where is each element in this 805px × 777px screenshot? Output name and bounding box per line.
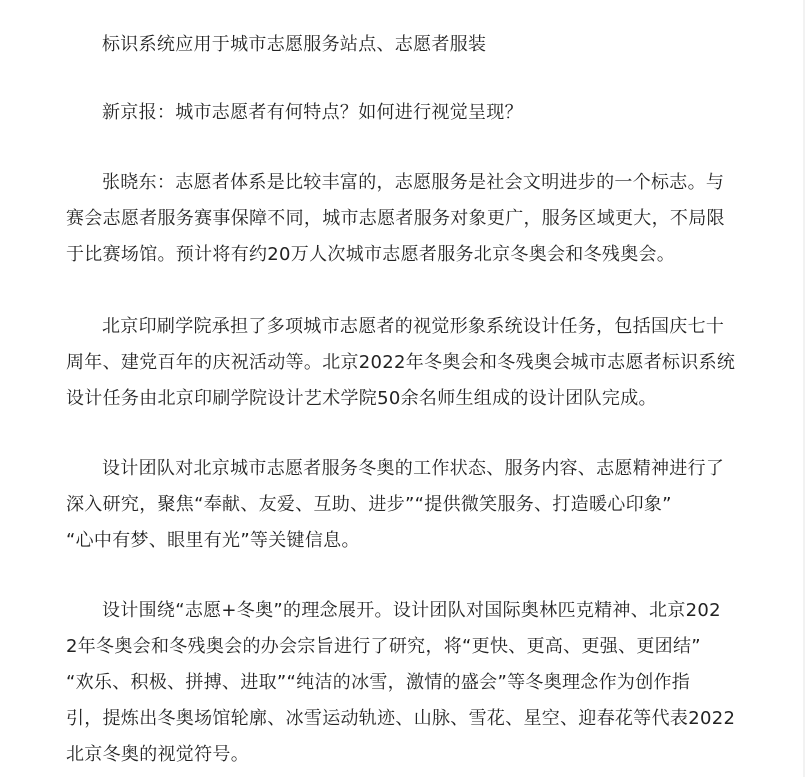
paragraph-line: 设计团队对北京城市志愿者服务冬奥的工作状态、服务内容、志愿精神进行了 [102, 458, 725, 479]
paragraph-line: 张晓东：志愿者体系是比较丰富的，志愿服务是社会文明进步的一个标志。与 [102, 172, 725, 193]
paragraph-line: 引，提炼出冬奥场馆轮廓、冰雪运动轨迹、山脉、雪花、星空、迎春花等代表2022 [66, 708, 736, 729]
paragraph-line: 赛会志愿者服务赛事保障不同，城市志愿者服务对象更广，服务区域更大，不局限 [66, 208, 725, 229]
paragraph-line: 北京冬奥的视觉符号。 [66, 744, 249, 765]
paragraph-line: “欢乐、积极、拼搏、进取”“纯洁的冰雪，激情的盛会”等冬奥理念作为创作指 [66, 672, 691, 693]
paragraph-line: 新京报：城市志愿者有何特点？如何进行视觉呈现？ [102, 102, 523, 123]
paragraph-line: 北京印刷学院承担了多项城市志愿者的视觉形象系统设计任务，包括国庆七十 [102, 316, 725, 337]
paragraph-body [66, 593, 738, 773]
paragraph-question [66, 95, 738, 131]
paragraph-line: 周年、建党百年的庆祝活动等。北京2022年冬奥会和冬残奥会城市志愿者标识系统 [66, 352, 736, 373]
paragraph-subheading [66, 27, 738, 63]
paragraph-line: 2年冬奥会和冬残奥会的办会宗旨进行了研究，将“更快、更高、更强、更团结” [66, 636, 701, 657]
paragraph-body [66, 451, 738, 559]
paragraph-line: 于比赛场馆。预计将有约20万人次城市志愿者服务北京冬奥会和冬残奥会。 [66, 244, 676, 265]
paragraph-line: 设计围绕“志愿+冬奥”的理念展开。设计团队对国际奥林匹克精神、北京202 [102, 600, 721, 621]
paragraph-line: “心中有梦、眼里有光”等关键信息。 [66, 530, 360, 551]
paragraph-line: 标识系统应用于城市志愿服务站点、志愿者服装 [102, 34, 487, 55]
paragraph-body [66, 309, 738, 417]
paragraph-line: 深入研究，聚焦“奉献、友爱、互助、进步”“提供微笑服务、打造暖心印象” [66, 494, 672, 515]
paragraph-line: 设计任务由北京印刷学院设计艺术学院50余名师生组成的设计团队完成。 [66, 388, 657, 409]
paragraph-answer [66, 165, 738, 273]
